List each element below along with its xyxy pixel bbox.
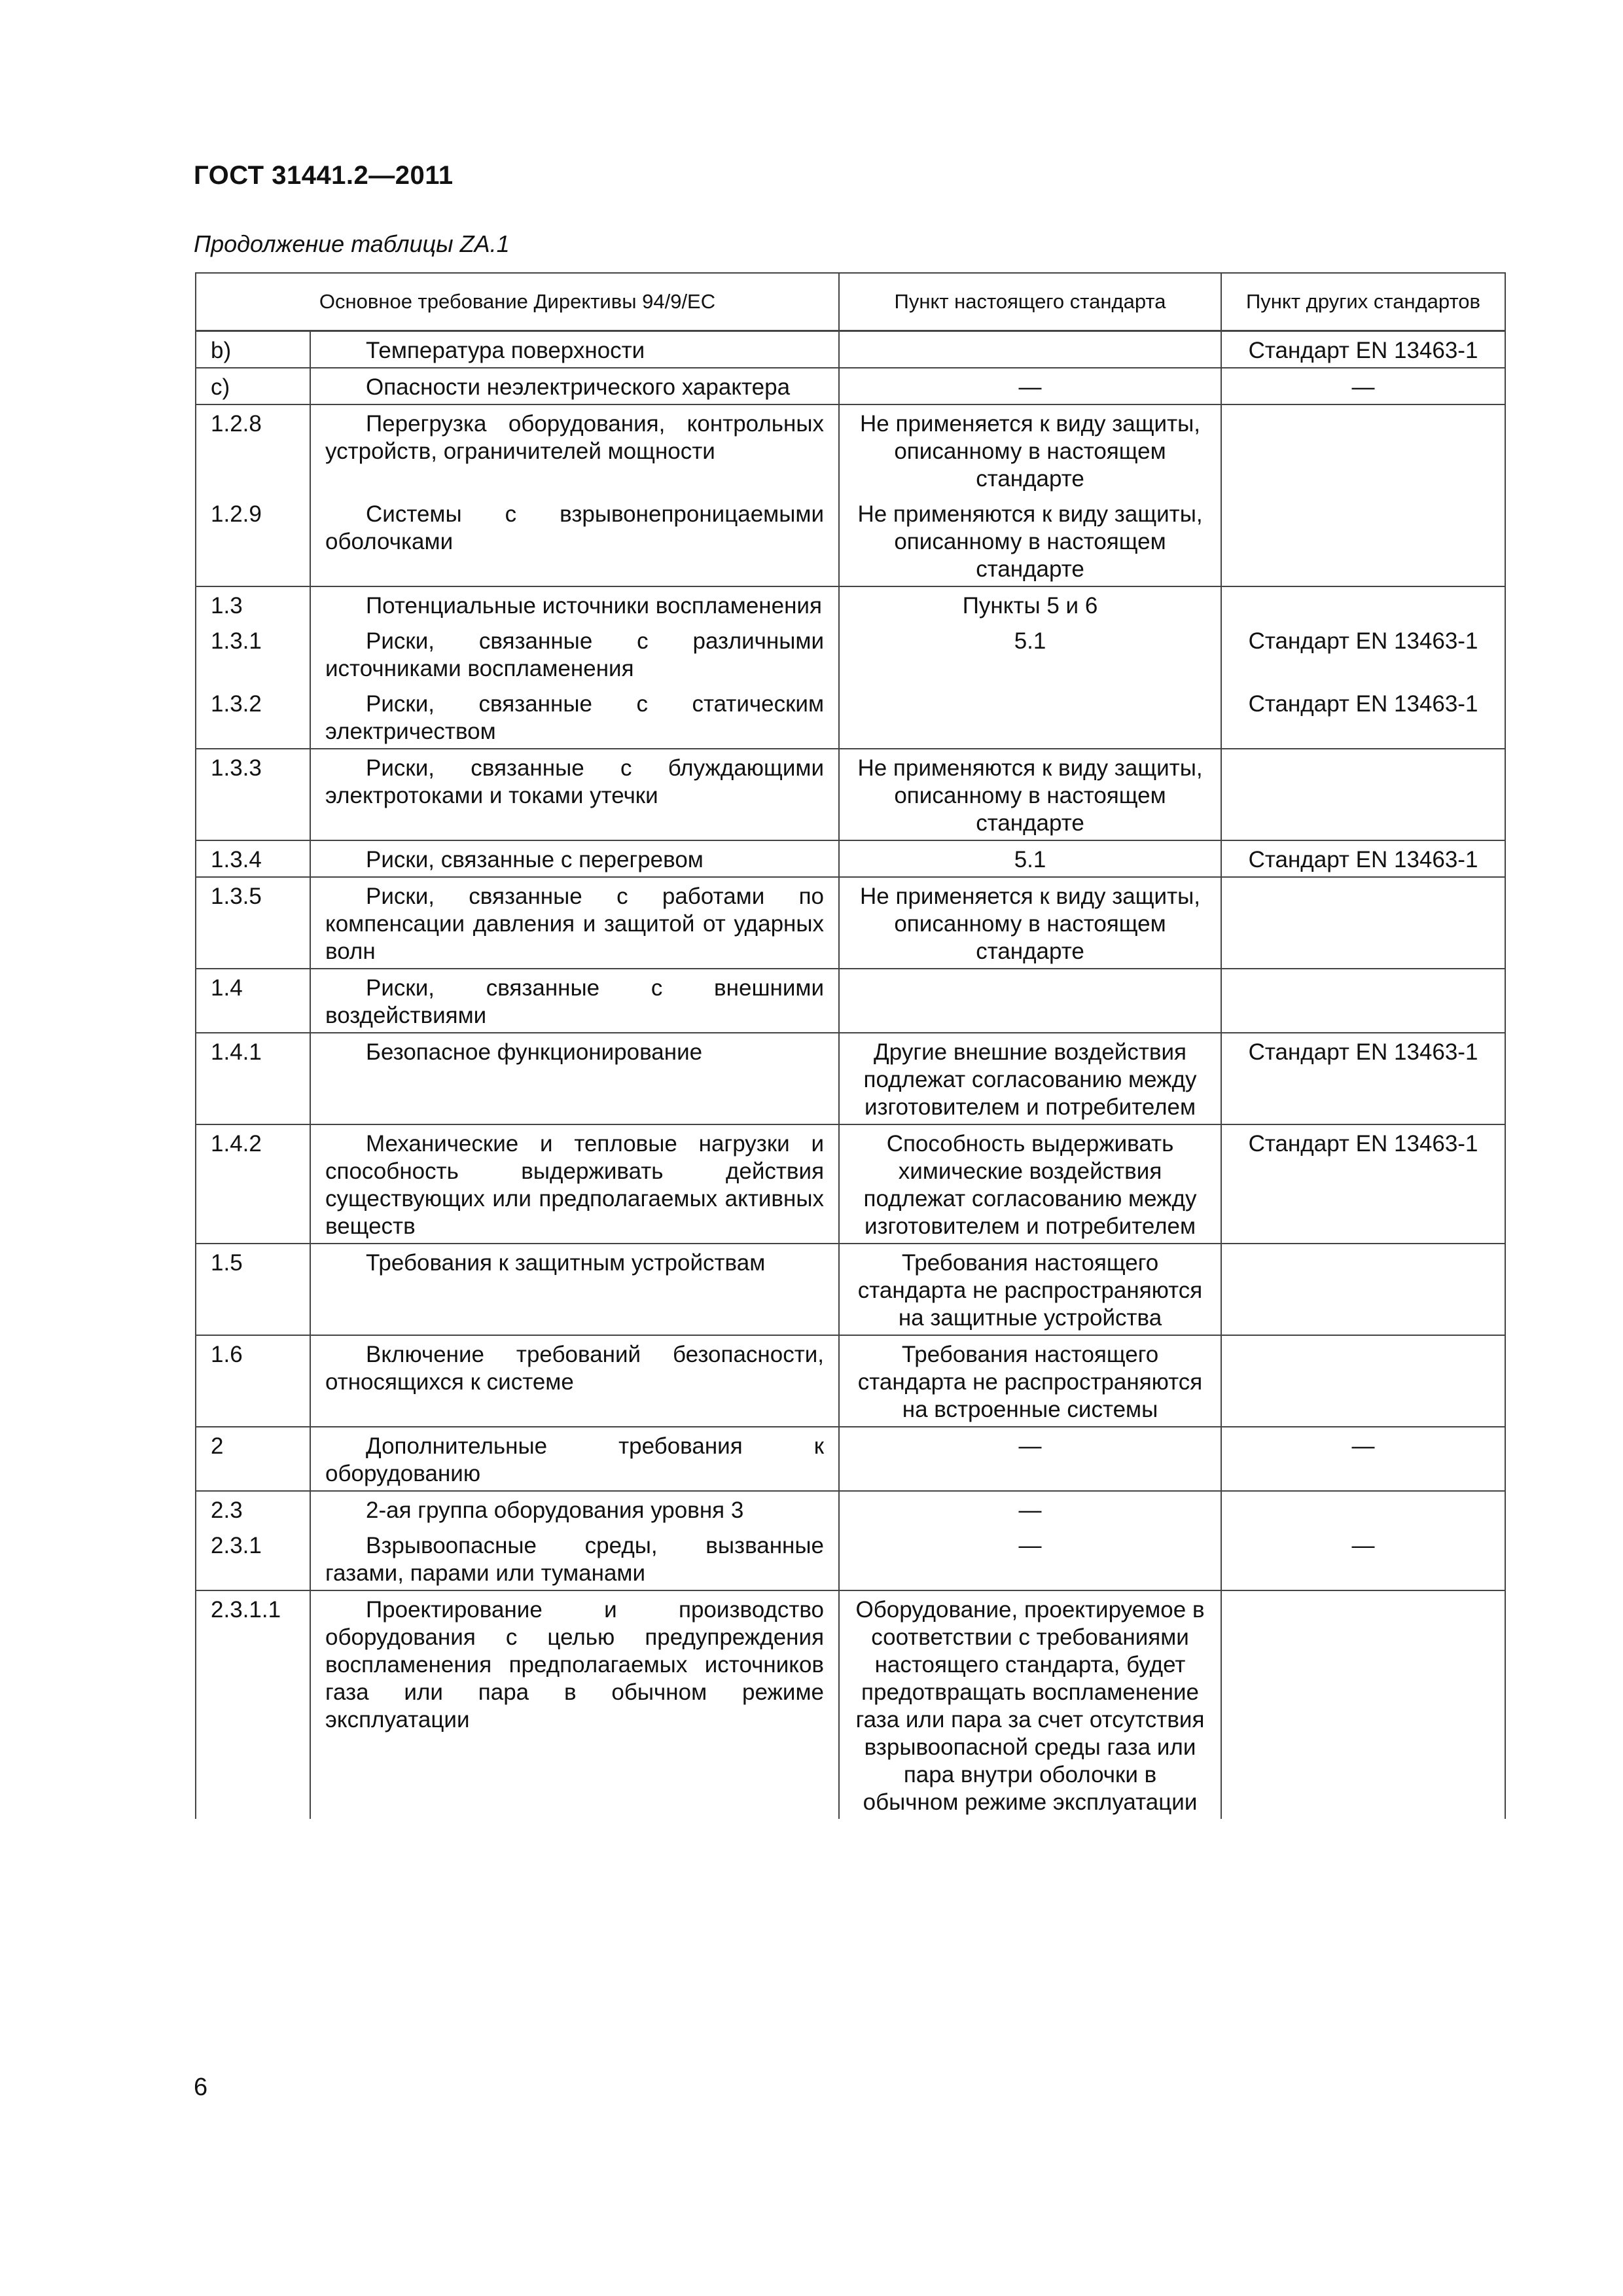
requirement-text: Риски, связанные с внешними воздействиями — [325, 975, 825, 1028]
other-standards-cell — [1221, 877, 1505, 969]
clause-cell: Не применяется к виду защиты, описанному в настоящем стандарте — [839, 877, 1221, 969]
table-row — [196, 622, 1505, 685]
table-header-row — [196, 273, 1505, 331]
requirement-text: 2-ая группа оборудования уровня 3 — [366, 1498, 744, 1523]
requirement-text: Температура поверхности — [366, 338, 645, 363]
row-number: 1.3.1 — [196, 622, 310, 685]
other-standards-cell: — — [1221, 1427, 1505, 1491]
column-header-clause: Пункт настоящего стандарта — [839, 273, 1221, 331]
requirement-cell — [310, 1244, 839, 1335]
table-row — [196, 1033, 1505, 1124]
requirement-cell — [310, 1491, 839, 1527]
table-row — [196, 1491, 1505, 1527]
table-row — [196, 840, 1505, 877]
column-header-other: Пункт других стандартов — [1221, 273, 1505, 331]
table-row — [196, 1590, 1505, 1819]
requirement-cell — [310, 840, 839, 877]
table-row — [196, 1244, 1505, 1335]
other-standards-cell — [1221, 749, 1505, 840]
row-number: 1.2.9 — [196, 495, 310, 586]
requirement-text: Перегрузка оборудования, контрольных устройств, ограничителей мощности — [325, 411, 825, 464]
clause-cell: — — [839, 1427, 1221, 1491]
requirement-text: Взрывоопасные среды, вызванные газами, парами или туманами — [325, 1533, 825, 1586]
requirement-text: Риски, связанные с статическим электричеством — [325, 691, 825, 744]
table-row — [196, 749, 1505, 840]
other-standards-cell: Стандарт EN 13463-1 — [1221, 840, 1505, 877]
requirement-text: Проектирование и производство оборудования с целью предупреждения воспламенения предполагаемых источников газа или пара в обычном режиме эксплуатации — [325, 1597, 825, 1732]
requirement-cell — [310, 1427, 839, 1491]
row-number: 2 — [196, 1427, 310, 1491]
requirement-text: Опасности неэлектрического характера — [366, 374, 791, 400]
table-caption: Продолжение таблицы ZA.1 — [194, 230, 510, 257]
clause-cell: 5.1 — [839, 622, 1221, 685]
clause-cell: Другие внешние воздействия подлежат согласованию между изготовителем и потребителем — [839, 1033, 1221, 1124]
clause-cell: Не применяются к виду защиты, описанному в настоящем стандарте — [839, 495, 1221, 586]
table-row — [196, 1427, 1505, 1491]
other-standards-cell: Стандарт EN 13463-1 — [1221, 622, 1505, 685]
requirement-cell — [310, 622, 839, 685]
table-body — [196, 331, 1505, 1820]
table-row — [196, 969, 1505, 1033]
requirement-cell — [310, 1590, 839, 1819]
other-standards-cell: Стандарт EN 13463-1 — [1221, 1124, 1505, 1244]
other-standards-cell: Стандарт EN 13463-1 — [1221, 1033, 1505, 1124]
requirement-text: Системы с взрывонепроницаемыми оболочками — [325, 501, 825, 554]
requirement-text: Риски, связанные с перегревом — [366, 847, 704, 872]
table-row — [196, 685, 1505, 749]
clause-cell: — — [839, 1491, 1221, 1527]
clause-cell: Требования настоящего стандарта не распространяются на встроенные системы — [839, 1335, 1221, 1427]
table-row — [196, 368, 1505, 404]
row-number: b) — [196, 331, 310, 368]
requirement-cell — [310, 368, 839, 404]
requirement-text: Механические и тепловые нагрузки и способность выдерживать действия существующих или предполагаемых активных веществ — [325, 1131, 825, 1239]
other-standards-cell — [1221, 969, 1505, 1033]
other-standards-cell: — — [1221, 368, 1505, 404]
row-number: 2.3.1.1 — [196, 1590, 310, 1819]
clause-cell: — — [839, 1527, 1221, 1590]
table-row — [196, 877, 1505, 969]
other-standards-cell — [1221, 404, 1505, 495]
clause-cell: Не применяются к виду защиты, описанному в настоящем стандарте — [839, 749, 1221, 840]
clause-cell — [839, 331, 1221, 368]
requirement-cell — [310, 877, 839, 969]
clause-cell: Не применяется к виду защиты, описанному в настоящем стандарте — [839, 404, 1221, 495]
requirement-text: Включение требований безопасности, относящихся к системе — [325, 1342, 825, 1395]
requirement-text: Безопасное функционирование — [366, 1039, 703, 1065]
row-number: 1.3.3 — [196, 749, 310, 840]
row-number: 1.6 — [196, 1335, 310, 1427]
other-standards-cell — [1221, 1590, 1505, 1819]
row-number: 1.3.5 — [196, 877, 310, 969]
table-row — [196, 331, 1505, 368]
document-title: ГОСТ 31441.2—2011 — [194, 161, 454, 190]
clause-cell: 5.1 — [839, 840, 1221, 877]
requirement-text: Требования к защитным устройствам — [366, 1250, 766, 1276]
row-number: 1.3.2 — [196, 685, 310, 749]
row-number: 1.2.8 — [196, 404, 310, 495]
other-standards-cell: — — [1221, 1527, 1505, 1590]
row-number: 1.4.1 — [196, 1033, 310, 1124]
requirement-cell — [310, 1124, 839, 1244]
table-row — [196, 1527, 1505, 1590]
table-row — [196, 404, 1505, 495]
requirement-cell — [310, 404, 839, 495]
requirement-text: Дополнительные требования к оборудованию — [325, 1433, 825, 1486]
requirement-cell — [310, 685, 839, 749]
clause-cell: Способность выдерживать химические воздействия подлежат согласованию между изготовителем и потребителем — [839, 1124, 1221, 1244]
other-standards-cell — [1221, 586, 1505, 622]
requirement-text: Риски, связанные с различными источниками воспламенения — [325, 628, 825, 681]
requirement-cell — [310, 1033, 839, 1124]
other-standards-cell — [1221, 1491, 1505, 1527]
row-number: 2.3.1 — [196, 1527, 310, 1590]
other-standards-cell — [1221, 495, 1505, 586]
other-standards-cell: Стандарт EN 13463-1 — [1221, 331, 1505, 368]
requirement-text: Риски, связанные с блуждающими электротоками и токами утечки — [325, 755, 825, 808]
other-standards-cell — [1221, 1335, 1505, 1427]
row-number: 1.4 — [196, 969, 310, 1033]
requirement-cell — [310, 495, 839, 586]
row-number: 1.5 — [196, 1244, 310, 1335]
row-number: 1.3 — [196, 586, 310, 622]
clause-cell: Оборудование, проектируемое в соответствии с требованиями настоящего стандарта, будет предотвращать воспламенение газа или пара за счет отсутствия взрывоопасной среды газа или пара внутри оболочки в обычном режиме эксплуатации — [839, 1590, 1221, 1819]
column-header-requirement: Основное требование Директивы 94/9/ЕС — [196, 273, 839, 331]
clause-cell — [839, 969, 1221, 1033]
requirements-table — [195, 272, 1506, 1819]
requirement-text: Риски, связанные с работами по компенсации давления и защитой от ударных волн — [325, 884, 825, 964]
requirement-cell — [310, 969, 839, 1033]
page-number: 6 — [194, 2073, 208, 2101]
requirement-cell — [310, 1335, 839, 1427]
requirement-cell — [310, 331, 839, 368]
requirement-cell — [310, 586, 839, 622]
row-number: 2.3 — [196, 1491, 310, 1527]
other-standards-cell: Стандарт EN 13463-1 — [1221, 685, 1505, 749]
clause-cell — [839, 685, 1221, 749]
clause-cell: Требования настоящего стандарта не распространяются на защитные устройства — [839, 1244, 1221, 1335]
table-row — [196, 1335, 1505, 1427]
requirement-text: Потенциальные источники воспламенения — [366, 593, 822, 619]
row-number: c) — [196, 368, 310, 404]
clause-cell: Пункты 5 и 6 — [839, 586, 1221, 622]
row-number: 1.4.2 — [196, 1124, 310, 1244]
table-row — [196, 495, 1505, 586]
requirement-cell — [310, 749, 839, 840]
other-standards-cell — [1221, 1244, 1505, 1335]
table-row — [196, 1124, 1505, 1244]
clause-cell: — — [839, 368, 1221, 404]
requirement-cell — [310, 1527, 839, 1590]
row-number: 1.3.4 — [196, 840, 310, 877]
table-row — [196, 586, 1505, 622]
